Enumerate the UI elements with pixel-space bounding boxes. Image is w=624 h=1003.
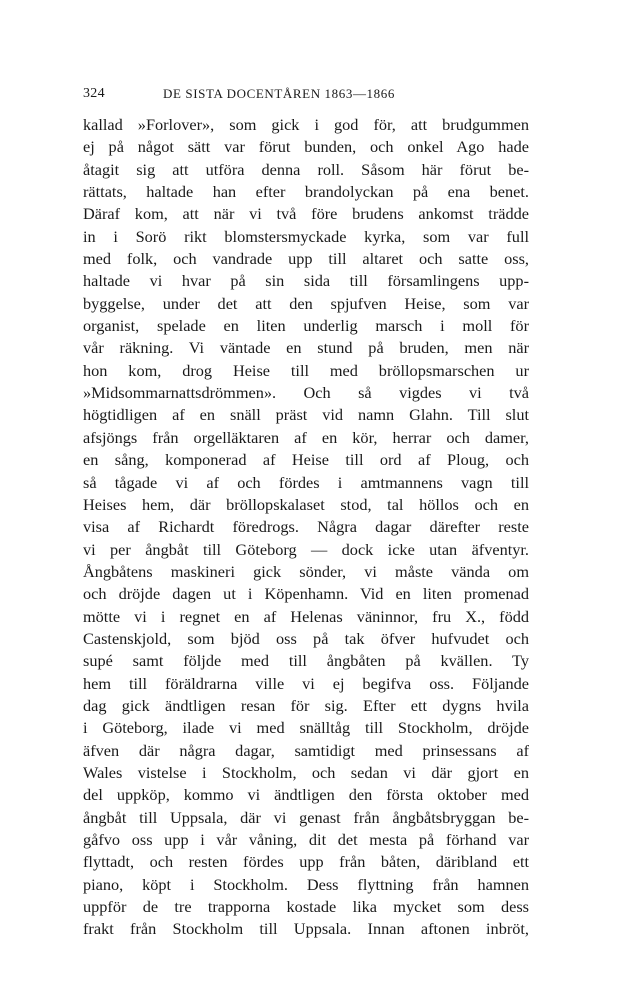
text-line: uppför de tre trapporna kostade lika mycket som dess (83, 897, 529, 917)
text-line: Castenskjold, som bjöd oss på tak öfver hufvudet och (83, 628, 529, 648)
text-line: haltade vi hvar på sin sida till församlingens upp- (83, 271, 529, 291)
text-line: afsjöngs från orgelläktaren af en kör, herrar och damer, (83, 427, 529, 447)
text-line: och dröjde dagen ut i Köpenhamn. Vid en liten promenad (83, 584, 529, 604)
text-line: piano, köpt i Stockholm. Dess flyttning från hamnen (83, 874, 529, 894)
text-line: organist, spelade en liten underlig marsch i moll för (83, 316, 529, 336)
text-line: Däraf kom, att när vi två före brudens ankomst trädde (83, 204, 529, 224)
text-line: vi per ångbåt till Göteborg — dock icke utan äfventyr. (83, 539, 529, 559)
text-line: supé samt följde med till ångbåten på kvällen. Ty (83, 651, 529, 671)
text-line: frakt från Stockholm till Uppsala. Innan aftonen inbröt, (83, 919, 529, 939)
text-line: åtagit sig att utföra denna roll. Såsom här förut be- (83, 159, 529, 179)
book-page (83, 86, 529, 941)
text-line: kallad »Forlover», som gick i god för, att brudgummen (83, 115, 529, 134)
text-line: Wales vistelse i Stockholm, och sedan vi där gjort en (83, 762, 529, 782)
text-line: vår räkning. Vi väntade en stund på bruden, men när (83, 338, 529, 358)
text-line: en sång, komponerad af Heise till ord af Ploug, och (83, 450, 529, 470)
text-line: hem till föräldrarna ville vi ej begifva oss. Följande (83, 673, 529, 693)
page-number: 324 (83, 86, 105, 101)
text-line: med folk, och vandrade upp till altaret och satte oss, (83, 249, 529, 269)
text-line: flyttadt, och resten fördes upp från båten, däribland ett (83, 852, 529, 872)
text-line: visa af Richardt föredrogs. Några dagar därefter reste (83, 517, 529, 537)
text-line: mötte vi i regnet en af Helenas väninnor, fru X., född (83, 606, 529, 626)
text-line: gåfvo oss upp i vår våning, dit det mesta på förhand var (83, 830, 529, 849)
text-line: hon kom, drog Heise till med bröllopsmarschen ur (83, 360, 529, 380)
text-line: »Midsommarnattsdrömmen». Och så vigdes vi två (83, 383, 529, 403)
text-line: så tågade vi af och fördes i amtmannens vagn till (83, 472, 529, 492)
text-line: dag gick ändtligen resan för sig. Efter ett dygns hvila (83, 695, 529, 715)
text-line: in i Sorö rikt blomstersmyckade kyrka, som var full (83, 226, 529, 246)
text-line: i Göteborg, ilade vi med snälltåg till Stockholm, dröjde (83, 718, 529, 738)
text-line: ångbåt till Uppsala, där vi genast från ångbåtsbryggan be- (83, 807, 529, 827)
text-line: Ångbåtens maskineri gick sönder, vi måste vända om (83, 561, 529, 581)
running-head (83, 86, 529, 108)
text-line: Heises hem, där bröllopskalaset stod, tal höllos och en (83, 494, 529, 514)
text-line: högtidligen af en snäll präst vid namn Glahn. Till slut (83, 405, 529, 425)
text-line: rättats, haltade han efter brandolyckan på ena benet. (83, 182, 529, 202)
text-line: del uppköp, kommo vi ändtligen den första oktober med (83, 785, 529, 805)
text-line: äfven där några dagar, samtidigt med prinsessans af (83, 740, 529, 760)
body-text (83, 114, 529, 941)
text-line: byggelse, under det att den spjufven Heise, som var (83, 293, 529, 313)
running-title: DE SISTA DOCENTÅREN 1863—1866 (163, 86, 395, 101)
text-line: ej på något sätt var förut bunden, och onkel Ago hade (83, 137, 529, 157)
